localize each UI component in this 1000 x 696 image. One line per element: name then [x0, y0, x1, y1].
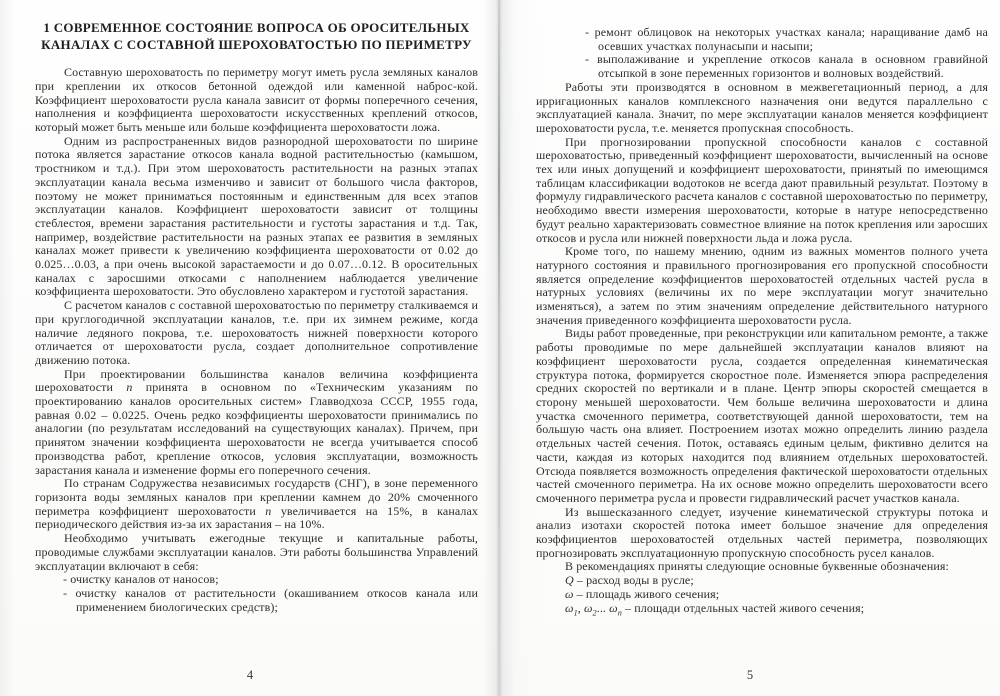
definition [536, 602, 988, 616]
text-run: Одним из распространенных видов разнородной шероховатости по ширине потока является зарастание откосов канала водной растительностью (камышом, тростником и т.д.). При этом шероховатость растительности на разных этапах эксплуатации канала весьма изменчиво и зависит от большого числа факторов, поэтому не может приниматься постоянным и единственным для всех этапов эксплуатации каналов. Коэффициент шероховатости зависит от толщины стеблестоя, времени зарастания растительности и густоты зарастания и т.д. Так, например, воздействие растительности на разных этапах ее развития в земляных каналах может привести к увеличению коэффициента шероховатости от 0.02 до 0.025…0.03, а при очень высокой зарастаемости и до 0.07…0.12. В оросительных каналах с заросшими откосами с наполнением наблюдается увеличение коэффициента шероховатости. Это обусловлено характером и густотой зарастания. [35, 133, 478, 299]
text-run: - ремонт облицовок на некоторых участках канала; наращивание дамб на осевших участках полунасыпи и насыпи; [585, 26, 988, 53]
text-run: Q [565, 573, 574, 588]
paragraph [35, 66, 478, 135]
text-run: – площадь живого сечения; [573, 586, 720, 601]
paragraph [35, 368, 478, 478]
page-right-text-block [536, 26, 988, 660]
paragraph [536, 560, 988, 574]
text-run: , [577, 600, 584, 615]
text-run: - очистку каналов от наносов; [63, 572, 219, 587]
text-run: n [126, 380, 133, 395]
definition [536, 574, 988, 588]
text-run: По странам Содружества независимых государств (СНГ), в зоне переменного горизонта воды земляных каналов при креплении камнем до 20% смоченного периметра коэффициент шероховатости [35, 476, 478, 518]
text-run: – площади отдельных частей живого сечения; [621, 600, 865, 615]
paragraph [35, 477, 478, 532]
paragraph [536, 327, 988, 505]
text-run: ω [565, 586, 574, 601]
list-item [35, 587, 478, 614]
list-item [536, 26, 988, 53]
text-run: Кроме того, по нашему мнению, одним из важных моментов полного учета натурного состояния и правильного прогнозирования его пропускной способности является определение коэффициентов шероховатостей отдельных частей русла в натурных условиях (величины их по мере эксплуатации могут значительно изменяться), а затем по этим значениям определение действительного натурного значения приведенного коэффициента шероховатости русла. [536, 244, 988, 327]
list-item [536, 53, 988, 80]
text-run: увеличивается на 15%, в каналах периодического действия из-за их зарастания – на 10%. [35, 503, 478, 532]
text-run: Виды работ проведенные, при реконструкции или капитальном ремонте, а также работы проводимые по мере дальнейшей эксплуатации каналов влияют на коэффициент шероховатости русла, создается определенная кинематическая структура потока, формируется скоростное поле. Изменяется эпюра распределения средних скоростей по вертикали и в плане. Центр эпюры скоростей смещается в сторону меньшей шероховатости. Чем больше величина шероховатости и длина участка смоченного периметра, соответствующей данной шероховатости, тем на большую часть она влияет. Построением изотах можно определить линию раздела отдельных частей сечения. Поток, оставаясь единым целым, фиктивно делится на части, каждая из которых находится под влиянием отдельных шероховатостей. Отсюда появляется возможность определения фактической шероховатости отдельных частей смоченного периметра. На их основе можно определить шероховатости всего смоченного периметра русла и провести гидравлический расчет участков канала. [536, 326, 988, 505]
text-run: ... [596, 600, 610, 615]
paragraph [536, 506, 988, 561]
text-run: ω [583, 600, 593, 615]
definition [536, 588, 988, 602]
paragraph [536, 81, 988, 136]
page-right-body [536, 26, 988, 615]
paragraph [35, 135, 478, 299]
text-run: - очистку каналов от растительности (окашиванием откосов канала или применением биологических средств); [63, 585, 478, 614]
page-number-left: 4 [246, 668, 254, 682]
text-run: Работы эти производятся в основном в межвегетационный период, а для ирригационных каналов комплексного назначения они ведутся параллельно с эксплуатацией канала. Значит, по мере эксплуатации каналов меняется коэффициент шероховатости русла, т.е. меняется пропускная способность. [536, 79, 988, 135]
text-run: Из вышесказанного следует, изучение кинематической структуры потока и анализ изотахи скоростей потока имеет большое значение для определения коэффициентов шероховатостей отдельных частей периметра, позволяющих прогнозировать эксплуатационную пропускную способность русел каналов. [536, 504, 988, 560]
text-run: С расчетом каналов с составной шероховатостью по периметру сталкиваемся и при круглогодичной эксплуатации каналов, т.е. при их зимнем режиме, когда наличие ледяного покрова, т.е. шероховатость нижней поверхности которого отличается от шероховатости русла, создает дополнительное сопротивление движению потока. [35, 298, 478, 367]
paragraph [536, 245, 988, 327]
text-run: n [265, 503, 272, 518]
text-run: ω [565, 600, 574, 615]
page-left-text-block [35, 20, 478, 660]
text-run: Необходимо учитывать ежегодные текущие и капитальные работы, проводимые службами эксплуатации каналов. Эти работы большинства Управлений эксплуатации включают в себя: [35, 531, 478, 573]
text-run: ω [609, 600, 618, 615]
text-run: В рекомендациях приняты следующие основные буквенные обозначения: [565, 559, 949, 574]
text-run: 2 [592, 607, 597, 617]
paragraph [35, 299, 478, 368]
chapter-heading: 1 СОВРЕМЕННОЕ СОСТОЯНИЕ ВОПРОСА ОБ ОРОСИТЕЛЬНЫХ КАНАЛАХ С СОСТАВНОЙ ШЕРОХОВАТОСТЬЮ ПО ПЕРИМЕТРУ [41, 20, 472, 52]
page-right [500, 0, 1000, 696]
paragraph [35, 532, 478, 573]
text-run: Составную шероховатость по периметру могут иметь русла земляных каналов при креплении их откосов бетонной одеждой или каменной наброс-кой. Коэффициент шероховатости русла канала зависит от формы поперечного сечения, наполнения и коэффициента шероховатости искусственных креплений откосов, который может быть меньше или больше коэффициента шероховатости ложа. [35, 65, 478, 134]
paragraph [536, 136, 988, 246]
text-run: При проектировании большинства каналов величина коэффициента шероховатости [35, 366, 478, 395]
text-run: При прогнозировании пропускной способности каналов с составной шероховатостью, приведенный коэффициент шероховатости, вычисленный на основе тех или иных допущений и коэффициент шероховатости, принятый по имеющимся таблицам классификации водотоков не всегда дают правильный результат. Поэтому в формулу гидравлического расчета каналов с составной шероховатостью по периметру, необходимо ввести измерения шероховатости, которые в натуре непосредственно будут реально характеризовать совместное влияние на поток крепления или заросших откосов и русла или нижней поверхности льда и ложа русла. [536, 134, 988, 245]
text-run: n [617, 607, 622, 617]
page-left-body [35, 66, 478, 614]
text-run: - выполаживание и укрепление откосов канала в основном гравийной отсыпкой в зоне переменных горизонтов и волновых воздействий. [585, 52, 988, 81]
list-item [35, 573, 478, 587]
text-run: – расход воды в русле; [573, 573, 694, 588]
page-number-right: 5 [746, 668, 754, 682]
text-run: 1 [573, 607, 578, 617]
text-run: принята в основном по «Техническим указаниям по проектированию каналов оросительных систем» Главводхоза СССР, 1955 года, равная 0.02 – 0.0225. Очень редко коэффициенты шероховатости принимались по аналогии (по результатам исследований на существующих каналах). Причем, при принятом значении коэффициента шероховатости не всегда учитывается способ производства работ, крепление откосов, условия эксплуатации, возможность зарастания канала и изменение формы его поперечного сечения. [35, 380, 478, 477]
